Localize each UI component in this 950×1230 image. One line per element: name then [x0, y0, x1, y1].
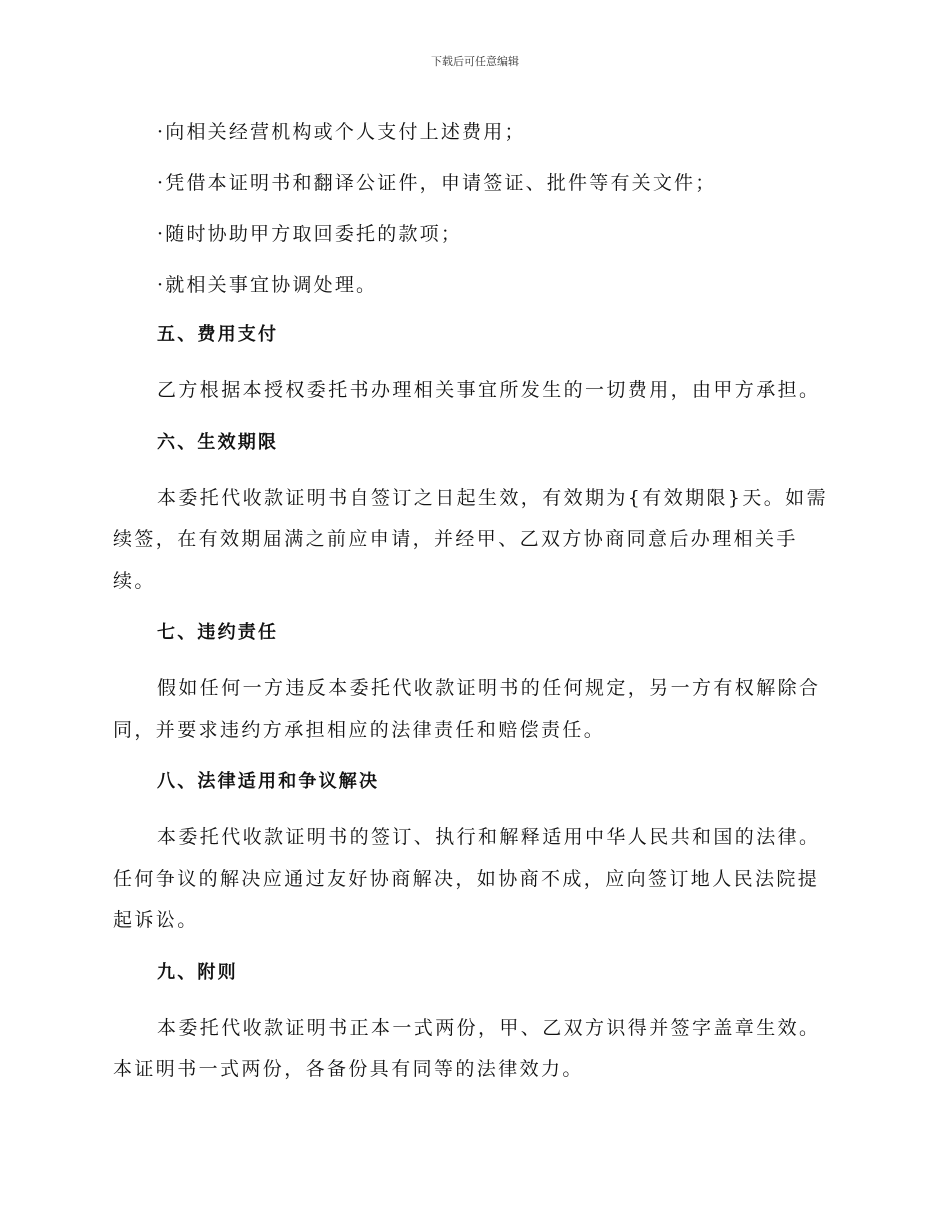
section-paragraph	[113, 478, 833, 603]
paragraph-line: 同，并要求违约方承担相应的法律责任和赔偿责任。	[113, 718, 606, 741]
paragraph-line: 本委托代收款证明书自签订之日起生效，有效期为{有效期限}天。如需	[157, 486, 828, 509]
paragraph-line: 本证明书一式两份，各备份具有同等的法律效力。	[113, 1058, 584, 1080]
section-heading: 七、违约责任	[157, 622, 279, 643]
section-heading: 五、费用支付	[157, 324, 279, 345]
paragraph-line: 起诉讼。	[113, 909, 199, 931]
page-header: 下载后可任意编辑	[431, 55, 519, 68]
document-body	[113, 112, 833, 1103]
bullet-item: ·向相关经营机构或个人支付上述费用；	[157, 121, 526, 143]
bullet-item: ·凭借本证明书和翻译公证件，申请签证、批件等有关文件；	[157, 172, 717, 194]
section-paragraph	[113, 370, 833, 412]
paragraph-line: 任何争议的解决应通过友好协商解决，如协商不成，应向签订地人民法院提	[113, 867, 820, 890]
section-paragraph	[113, 668, 833, 751]
bullet-item: ·就相关事宜协调处理。	[157, 274, 378, 296]
section-heading: 六、生效期限	[157, 431, 279, 453]
paragraph-line: 乙方根据本授权委托书办理相关事宜所发生的一切费用，由甲方承担。	[157, 379, 821, 401]
section-paragraph	[113, 1008, 833, 1091]
section-heading: 八、法律适用和争议解决	[157, 771, 380, 792]
paragraph-line: 本委托代收款证明书的签订、执行和解释适用中华人民共和国的法律。	[157, 826, 821, 848]
section-paragraph	[113, 817, 833, 942]
paragraph-line: 续。	[113, 569, 156, 592]
paragraph-line: 本委托代收款证明书正本一式两份，甲、乙双方识得并签字盖章生效。	[157, 1016, 821, 1039]
paragraph-line: 续签，在有效期届满之前应申请，并经甲、乙双方协商同意后办理相关手	[113, 528, 798, 550]
paragraph-line: 假如任何一方违反本委托代收款证明书的任何规定，另一方有权解除合	[157, 677, 821, 699]
section-heading: 九、附则	[157, 961, 238, 983]
bullet-item: ·随时协助甲方取回委托的款项；	[157, 223, 463, 245]
